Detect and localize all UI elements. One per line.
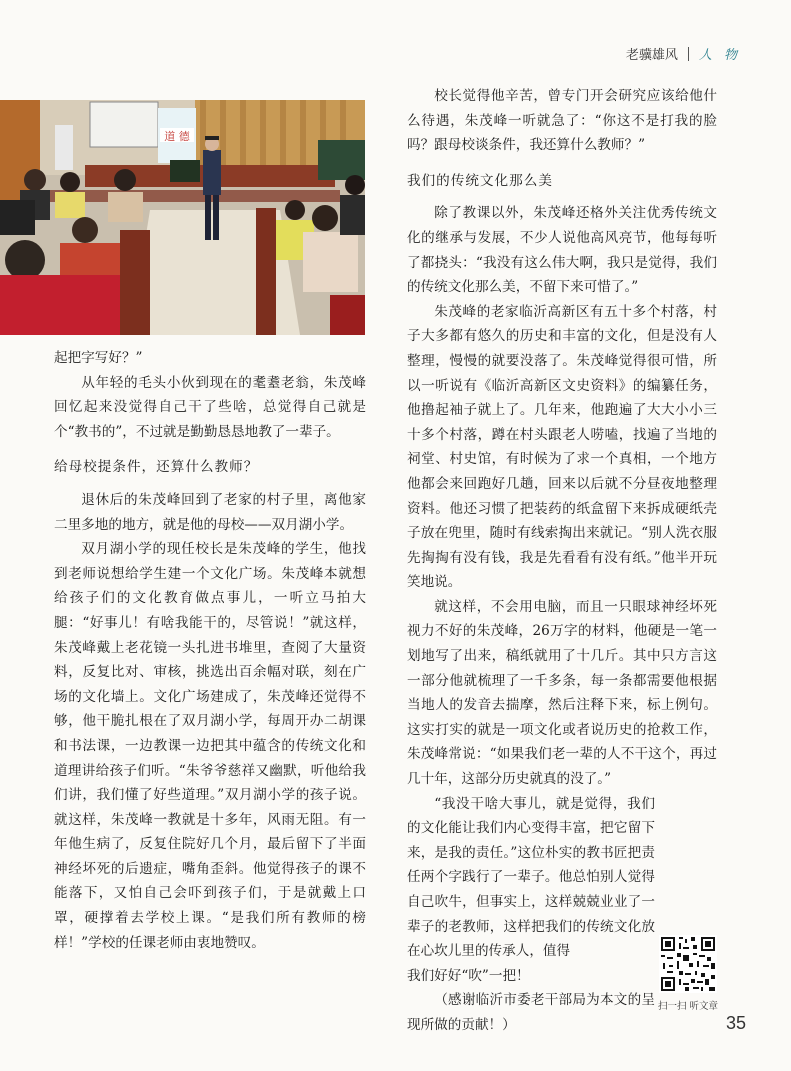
page-header: [626, 44, 741, 63]
section-title: 老骥雄风: [625, 48, 678, 63]
paragraph: 双月湖小学的现任校长是朱茂峰的学生，他找到老师说想给学生建一个文化广场。朱茂峰本就想给孩子们的文化教育做点事儿，一听立马拍大腿：“好事儿！有啥我能干的，尽管说！”就这样，朱茂峰戴上老花镜一头扎进书堆里，查阅了大量资料，反复比对、审核，挑选出百余幅对联，刻在广场的文化墙上。文化广场建成了，朱茂峰还觉得不够，他干脆扎根在了双月湖小学，每周开办二胡课和书法课，一边教课一边把其中蕴含的传统文化和道理讲给孩子们听。“朱爷爷慈祥又幽默，听他给我们讲，我们懂了好些道理。”双月湖小学的孩子说。就这样，朱茂峰一教就是十多年，风雨无阻。有一年他生病了，反复住院好几个月，最后留下了半面神经坏死的后遗症，嘴角歪斜。他觉得孩子的课不能落下，又怕自己会吓到孩子们，于是就戴上口罩，硬撑着去学校上课。“是我们所有教师的榜样！”学校的任课老师由衷地赞叹。: [54, 541, 366, 951]
paragraph: 从年轻的毛头小伙到现在的耄耋老翁，朱茂峰回忆起来没觉得自己干了些啥，总觉得自己就是个“教书的”，不过就是勤勤恳恳地教了一辈子。: [54, 374, 366, 440]
paragraph: 起把字写好？”: [54, 350, 143, 366]
qr-code[interactable]: [659, 935, 717, 993]
category-label: 人 物: [698, 48, 741, 63]
paragraph: 朱茂峰的老家临沂高新区有五十多个村落，村子大多都有悠久的历史和丰富的文化，但是没有人整理，慢慢的就要没落了。朱茂峰觉得很可惜，所以一听说有《临沂高新区文史资料》的编纂任务，他撸起袖子就上了。几年来，他跑遍了大大小小三十多个村落，蹲在村头跟老人唠嗑，找遍了当地的祠堂、村史馆，有时候为了求一个真相，一个地方他都会来回跑好几趟，回来以后就不分昼夜地整理资料。他还习惯了把装药的纸盒留下来拆成硬纸壳子放在兜里，随时有线索掏出来就记。“别人洗衣服先掏掏有没有钱，我是先看看有没有纸。”他半开玩笑地说。: [407, 303, 717, 591]
paragraph: 退休后的朱茂峰回到了老家的村子里，离他家二里多地的地方，就是他的母校——双月湖小学。: [54, 491, 366, 533]
section-heading: 我们的传统文化那么美: [407, 172, 553, 189]
paragraph: 校长觉得他辛苦，曾专门开会研究应该给他什么待遇，朱茂峰一听就急了：“你这不是打我的脸吗？跟母校谈条件，我还算什么教师？”: [407, 88, 717, 154]
qr-caption: 扫一扫 听文章: [657, 1001, 719, 1012]
right-text-column: [407, 84, 717, 1038]
acknowledgement: （感谢临沂市委老干部局为本文的呈现所做的贡献！）: [407, 992, 655, 1033]
banner-text: 道 德: [164, 130, 190, 143]
page-number: 35: [726, 1013, 747, 1033]
paragraph: 就这样，不会用电脑，而且一只眼球神经坏死视力不好的朱茂峰，26万字的材料，他硬是一笔一划地写了出来，稿纸就用了十几斤。其中只方言这一部分他就梳理了一千多条，每一条都需要他根据当地人的发音去揣摩，然后注释下来，标上例句。这实打实的就是一项文化或者说历史的抢救工作，朱茂峰常说：“如果我们老一辈的人不干这个，再过几十年，这部分历史就真的没了。”: [407, 598, 717, 788]
section-heading: 给母校提条件，还算什么教师？: [54, 459, 259, 476]
left-text-column: [54, 346, 366, 955]
paragraph: “我没干啥大事儿，就是觉得，我们的文化能让我们内心变得丰富，把它留下来，是我的责任。”这位朴实的教书匠把责任两个字践行了一辈子。他总怕别人觉得自己吹牛，但事实上，这样兢兢业业了一辈子的老教师，这样把我们的传统文化放在心坎儿里的传承人，值得: [407, 795, 655, 960]
header-divider: [688, 47, 689, 61]
paragraph: 我们好好“吹”一把！: [407, 967, 530, 984]
classroom-photo: [0, 100, 365, 335]
paragraph: 除了教课以外，朱茂峰还格外关注优秀传统文化的继承与发展，不少人说他高风亮节，他每每听了都挠头：“我没有这么伟大啊，我只是觉得，我们的传统文化那么美，不留下来可惜了。”: [407, 205, 717, 296]
